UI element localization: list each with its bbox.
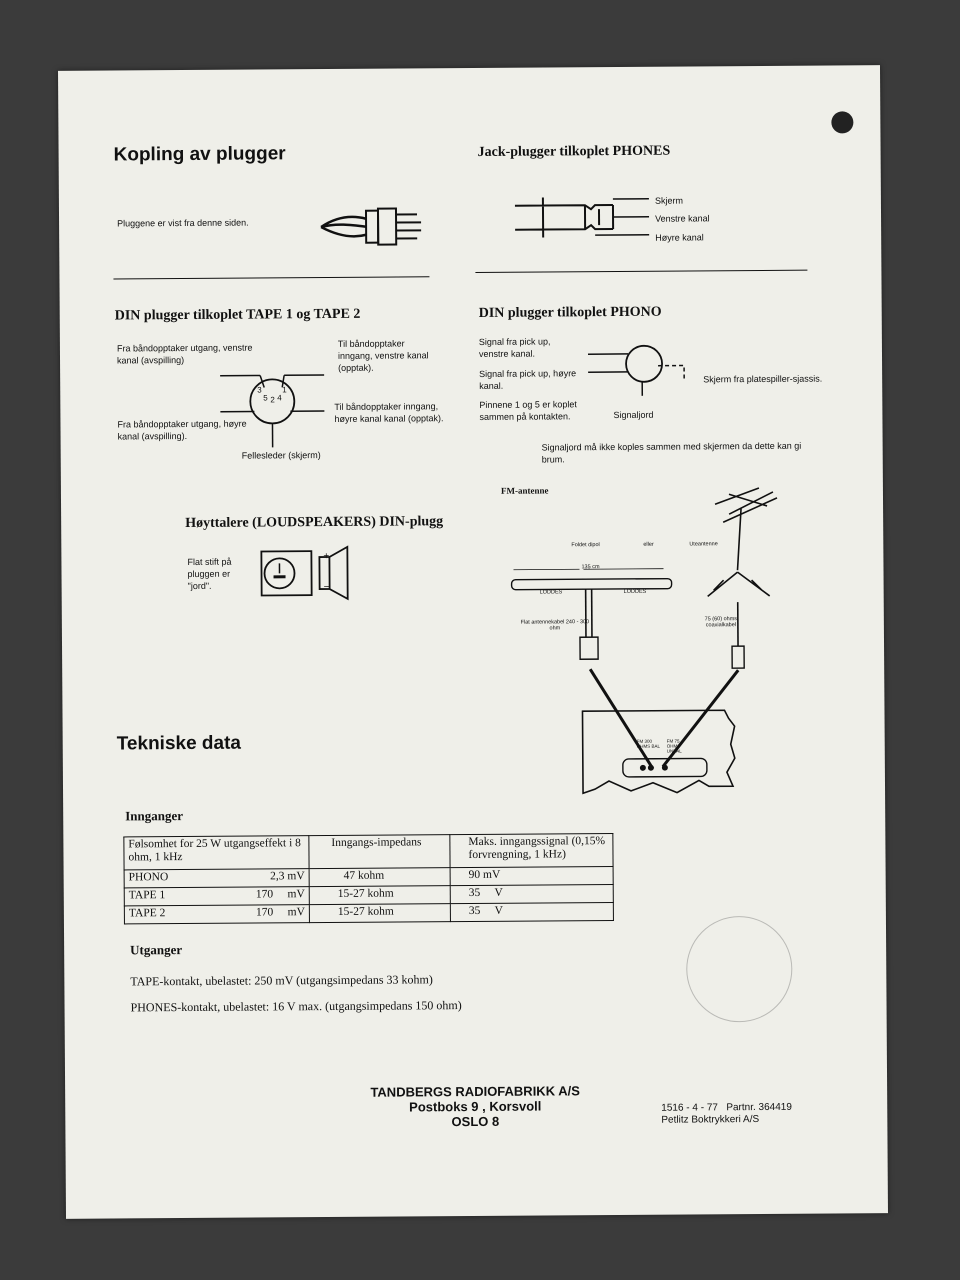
din-socket-tape-icon	[220, 369, 331, 450]
din-tape-title: DIN plugger tilkoplet TAPE 1 og TAPE 2	[114, 306, 361, 324]
outputs-title: Utganger	[130, 942, 183, 958]
antenna-soldered-left: LODDES	[539, 589, 563, 596]
punch-hole	[831, 111, 853, 133]
din-tape-common: Fellesleder (skjerm)	[241, 450, 321, 461]
tape-pin-4: 4	[277, 393, 282, 403]
antenna-flat-cable: Flat antennekabel 240 - 300 ohm	[520, 619, 590, 632]
table-row	[124, 903, 613, 924]
row-sens: 2,3 mV	[270, 870, 305, 883]
din-tape-top-right: Til båndopptaker inngang, venstre kanal (opptak).	[337, 338, 429, 373]
speaker-plus: +	[323, 551, 330, 563]
inputs-title: Innganger	[125, 808, 184, 824]
antenna-diagram	[501, 486, 803, 818]
jack-label-shield: Skjerm	[654, 195, 683, 206]
header-sensitivity: Følsomhet for 25 W utgangseffekt i 8 ohm, 1 kHz	[124, 836, 309, 870]
din-tape-top-left: Fra båndopptaker utgang, venstre kanal (avspilling)	[116, 342, 253, 366]
header-max-signal: Maks. inngangssignal (0,15% forvrengning, 1 kHz)	[450, 834, 613, 868]
jack-title: Jack-plugger tilkoplet PHONES	[477, 143, 671, 160]
footer-company: TANDBERGS RADIOFABRIKK A/S	[370, 1083, 580, 1100]
row-imp: 47 kohm	[309, 868, 450, 887]
row-imp: 15-27 kohm	[309, 886, 450, 905]
phono-signal-right: Signal fra pick up, høyre kanal.	[479, 368, 577, 391]
speaker-note: Flat stift på pluggen er "jord".	[187, 556, 232, 591]
phones-output: PHONES-kontakt, ubelastet: 16 V max. (utgangsimpedans 150 ohm)	[130, 998, 462, 1015]
antenna-title: FM-antenne	[500, 485, 549, 496]
row-name: TAPE 1	[128, 889, 166, 902]
header-impedance: Inngangs-impedans	[309, 835, 450, 869]
din-tape-bottom-right: Til båndopptaker inngang, høyre kanal kanal (opptak).	[334, 401, 444, 424]
row-sens: 170 mV	[255, 906, 305, 919]
row-max: 35 V	[450, 903, 613, 922]
footer-company-block	[315, 1083, 635, 1130]
antenna-coax: 75 (60) ohms coaxialkabel	[704, 616, 738, 629]
antenna-fm-unbal: FM 75 OHMS UNBAL	[666, 738, 682, 754]
phono-warning: Signaljord må ikke koples sammen med skjermen da dette kan gi brum.	[541, 440, 802, 465]
din-socket-phono-icon	[588, 341, 698, 402]
row-max: 35 V	[450, 885, 613, 904]
tech-title: Tekniske data	[116, 732, 242, 755]
footer-code: 1516 - 4 - 77 Partnr. 364419	[661, 1101, 792, 1114]
speaker-title: Høyttalere (LOUDSPEAKERS) DIN-plugg	[185, 514, 444, 532]
tape-pin-1: 1	[282, 385, 287, 395]
phono-shield: Skjerm fra platespiller-sjassis.	[703, 373, 823, 385]
antenna-or: eller	[643, 541, 654, 548]
footer-city: OSLO 8	[451, 1113, 500, 1130]
divider-left	[113, 276, 429, 279]
antenna-outdoor: Uteantenne	[689, 541, 718, 548]
phono-signal-left: Signal fra pick up, venstre kanal.	[478, 336, 551, 359]
footer-side-block	[661, 1102, 792, 1127]
antenna-fm-bal: FM 300 OHMS BAL	[636, 738, 661, 749]
speaker-minus: −	[323, 582, 330, 594]
phono-signal-ground: Signaljord	[613, 409, 654, 421]
row-name: TAPE 2	[128, 907, 166, 920]
table-header-row	[124, 834, 613, 870]
row-max: 90 mV	[450, 867, 613, 886]
jack-plug-icon	[515, 191, 655, 244]
inputs-table	[123, 833, 614, 924]
jack-label-right: Høyre kanal	[655, 232, 704, 243]
tape-pin-5: 5	[263, 393, 268, 403]
coupling-note: Pluggene er vist fra denne siden.	[117, 217, 249, 229]
row-name: PHONO	[128, 871, 169, 884]
din-phono-title: DIN plugger tilkoplet PHONO	[478, 304, 662, 321]
tape-output: TAPE-kontakt, ubelastet: 250 mV (utgangsimpedans 33 kohm)	[130, 972, 433, 989]
coupling-title: Kopling av plugger	[113, 143, 286, 166]
speaker-plug-icon	[257, 547, 357, 600]
row-imp: 15-27 kohm	[309, 904, 450, 923]
din-plug-side-icon	[321, 204, 431, 249]
row-sens: 170 mV	[255, 888, 305, 901]
din-tape-bottom-left: Fra båndopptaker utgang, høyre kanal (avspilling).	[117, 418, 247, 442]
phono-pins-note: Pinnene 1 og 5 er koplet sammen på kontakten.	[479, 399, 577, 422]
antenna-soldered-right: LODDES	[623, 588, 647, 595]
footer-address: Postboks 9 , Korsvoll	[409, 1098, 542, 1115]
tape-pin-2: 2	[270, 395, 275, 405]
divider-right	[475, 270, 807, 273]
footer-printer: Petlitz Boktrykkeri A/S	[661, 1114, 760, 1126]
document-sheet	[58, 65, 888, 1219]
antenna-length: 135 cm	[581, 564, 600, 571]
tape-pin-3: 3	[257, 385, 262, 395]
antenna-dipole: Foldet dipol	[571, 542, 600, 549]
jack-label-left: Venstre kanal	[655, 213, 710, 224]
stamp-ring	[686, 916, 793, 1023]
